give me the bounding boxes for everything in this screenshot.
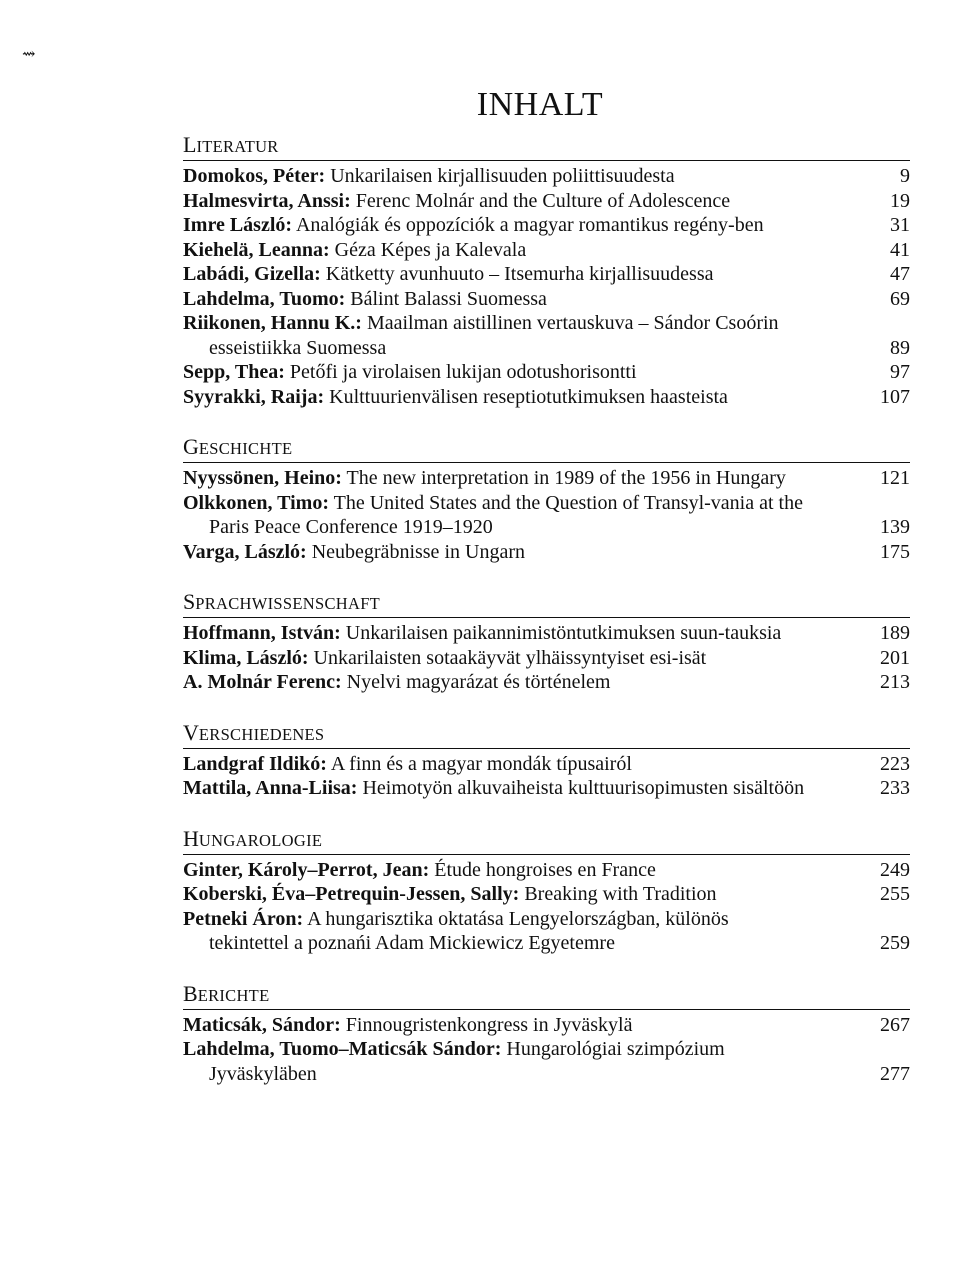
entry-author: Kiehelä, Leanna: bbox=[183, 238, 330, 261]
entry-title: Nyelvi magyarázat és történelem bbox=[341, 671, 611, 693]
entry-text bbox=[183, 646, 838, 671]
entry-page-number: 255 bbox=[880, 883, 910, 905]
entry-text bbox=[183, 858, 838, 883]
toc-entry[interactable] bbox=[183, 360, 910, 385]
entry-author: Landgraf Ildikó: bbox=[183, 752, 327, 775]
entry-title: Analógiák és oppozíciók a magyar romantikus regény-ben bbox=[292, 214, 764, 236]
entry-text bbox=[183, 752, 838, 777]
section-heading: BERICHTE bbox=[183, 982, 910, 1010]
entry-title: Unkarilaisen kirjallisuuden poliittisuudesta bbox=[325, 165, 675, 187]
toc-entry[interactable] bbox=[183, 621, 910, 646]
entry-page-number: 121 bbox=[880, 467, 910, 489]
entry-author: Lahdelma, Tuomo–Maticsák Sándor: bbox=[183, 1038, 502, 1060]
entry-page-number: 259 bbox=[880, 932, 910, 954]
entry-text bbox=[183, 540, 838, 565]
entry-page-number: 9 bbox=[900, 165, 910, 187]
toc-entry[interactable] bbox=[183, 164, 910, 189]
entry-page-number: 277 bbox=[880, 1062, 910, 1085]
toc-entry[interactable] bbox=[183, 776, 910, 801]
section-heading: VERSCHIEDENES bbox=[183, 721, 910, 749]
toc-entry[interactable] bbox=[183, 466, 910, 491]
toc-section bbox=[183, 435, 910, 564]
entry-page-number: 233 bbox=[880, 777, 910, 799]
toc-entry[interactable] bbox=[183, 311, 910, 360]
entry-author: Riikonen, Hannu K.: bbox=[183, 312, 362, 334]
entry-page-number: 97 bbox=[890, 361, 910, 383]
table-of-contents bbox=[183, 133, 910, 1112]
entry-text bbox=[183, 164, 838, 189]
entry-page-number: 213 bbox=[880, 671, 910, 693]
entry-title: Breaking with Tradition bbox=[519, 883, 717, 905]
toc-section bbox=[183, 721, 910, 801]
entry-author: A. Molnár Ferenc: bbox=[183, 671, 342, 693]
entry-author: Maticsák, Sándor: bbox=[183, 1013, 341, 1036]
entry-author: Halmesvirta, Anssi: bbox=[183, 189, 351, 212]
entry-text bbox=[183, 287, 838, 312]
entry-author: Klima, László: bbox=[183, 646, 309, 669]
entry-title: A finn és a magyar mondák típusairól bbox=[326, 752, 632, 775]
entry-page-number: 107 bbox=[880, 385, 910, 408]
entry-author: Labádi, Gizella: bbox=[183, 263, 321, 285]
toc-entry[interactable] bbox=[183, 1037, 910, 1086]
entry-author: Petneki Áron: bbox=[183, 907, 304, 930]
entry-author: Lahdelma, Tuomo: bbox=[183, 287, 346, 310]
entry-text bbox=[183, 621, 838, 646]
entry-author: Ginter, Károly–Perrot, Jean: bbox=[183, 858, 430, 881]
toc-entry[interactable] bbox=[183, 238, 910, 263]
toc-entry[interactable] bbox=[183, 646, 910, 671]
entry-author: Syyrakki, Raija: bbox=[183, 385, 325, 408]
entry-page-number: 267 bbox=[880, 1013, 910, 1036]
entry-author: Hoffmann, István: bbox=[183, 622, 341, 644]
entry-title: Kätketty avunhuuto – Itsemurha kirjallisuudessa bbox=[320, 263, 714, 285]
entry-author: Nyyssönen, Heino: bbox=[183, 467, 342, 489]
section-heading: LITERATUR bbox=[183, 133, 910, 161]
entry-title: Unkarilaisen paikannimistöntutkimuksen suun-tauksia bbox=[340, 622, 782, 644]
toc-section bbox=[183, 827, 910, 956]
entry-page-number: 31 bbox=[890, 214, 910, 236]
toc-entry[interactable] bbox=[183, 213, 910, 238]
entry-page-number: 41 bbox=[890, 238, 910, 261]
entry-author: Koberski, Éva–Petrequin-Jessen, Sally: bbox=[183, 883, 520, 905]
entry-title: Maailman aistillinen vertauskuva – Sándor Csoórin esseistiikka Suomessa bbox=[209, 312, 779, 359]
entry-title: Bálint Balassi Suomessa bbox=[345, 287, 547, 310]
entry-text bbox=[183, 1013, 838, 1038]
entry-title: Hungarológiai szimpózium Jyväskyläben bbox=[209, 1038, 725, 1085]
toc-entry[interactable] bbox=[183, 670, 910, 695]
toc-entry[interactable] bbox=[183, 385, 910, 410]
toc-entry[interactable] bbox=[183, 1013, 910, 1038]
entry-text bbox=[183, 1037, 838, 1086]
entry-text bbox=[183, 189, 838, 214]
entry-text bbox=[183, 776, 838, 801]
entry-text bbox=[183, 360, 838, 385]
entry-author: Domokos, Péter: bbox=[183, 165, 326, 187]
entry-title: Neubegräbnisse in Ungarn bbox=[306, 540, 525, 563]
entry-page-number: 249 bbox=[880, 858, 910, 881]
entry-page-number: 69 bbox=[890, 287, 910, 310]
entry-page-number: 223 bbox=[880, 752, 910, 775]
entry-page-number: 89 bbox=[890, 336, 910, 359]
page-title: INHALT bbox=[476, 86, 604, 123]
toc-entry[interactable] bbox=[183, 752, 910, 777]
toc-section bbox=[183, 590, 910, 695]
entry-page-number: 189 bbox=[880, 622, 910, 644]
entry-title: Petőfi ja virolaisen lukijan odotushorisontti bbox=[284, 361, 637, 383]
entry-title: The United States and the Question of Transyl-vania at the Paris Peace Conference 1919–1920 bbox=[209, 491, 803, 538]
entry-page-number: 19 bbox=[890, 189, 910, 212]
entry-text bbox=[183, 311, 838, 360]
toc-section bbox=[183, 982, 910, 1087]
toc-entry[interactable] bbox=[183, 882, 910, 907]
entry-author: Mattila, Anna-Liisa: bbox=[183, 777, 358, 799]
entry-text bbox=[183, 262, 838, 287]
entry-title: Étude hongroises en France bbox=[429, 858, 656, 881]
entry-page-number: 201 bbox=[880, 646, 910, 669]
entry-author: Sepp, Thea: bbox=[183, 361, 285, 383]
entry-text bbox=[183, 213, 838, 238]
toc-entry[interactable] bbox=[183, 189, 910, 214]
toc-entry[interactable] bbox=[183, 540, 910, 565]
entry-author: Varga, László: bbox=[183, 540, 307, 563]
section-heading: HUNGAROLOGIE bbox=[183, 827, 910, 855]
toc-entry[interactable] bbox=[183, 287, 910, 312]
entry-title: A hungarisztika oktatása Lengyelországban, különös tekintettel a poznańi Adam Mickiewicz Egyetemre bbox=[209, 907, 729, 954]
entry-title: Heimotyön alkuvaiheista kulttuurisopimusten sisältöön bbox=[357, 777, 805, 799]
toc-entry[interactable] bbox=[183, 262, 910, 287]
toc-entry[interactable] bbox=[183, 491, 910, 540]
entry-page-number: 175 bbox=[880, 540, 910, 563]
entry-page-number: 47 bbox=[890, 263, 910, 285]
entry-text bbox=[183, 882, 838, 907]
entry-title: Géza Képes ja Kalevala bbox=[329, 238, 527, 261]
toc-section bbox=[183, 133, 910, 409]
entry-text bbox=[183, 907, 838, 956]
entry-text bbox=[183, 385, 838, 410]
section-heading: GESCHICHTE bbox=[183, 435, 910, 463]
section-heading: SPRACHWISSENSCHAFT bbox=[183, 590, 910, 618]
entry-text bbox=[183, 466, 838, 491]
entry-page-number: 139 bbox=[880, 516, 910, 538]
entry-title: Finnougristenkongress in Jyväskylä bbox=[340, 1013, 633, 1036]
entry-title: Unkarilaisten sotaakäyvät ylhäissyntyiset esi-isät bbox=[308, 646, 707, 669]
toc-entry[interactable] bbox=[183, 858, 910, 883]
entry-title: Kulttuurienvälisen reseptiotutkimuksen haasteista bbox=[324, 385, 728, 408]
entry-author: Olkkonen, Timo: bbox=[183, 491, 329, 514]
entry-title: The new interpretation in 1989 of the 1956 in Hungary bbox=[341, 467, 786, 489]
entry-text bbox=[183, 670, 838, 695]
toc-entry[interactable] bbox=[183, 907, 910, 956]
entry-text bbox=[183, 491, 838, 540]
corner-mark: ⇝ bbox=[22, 46, 36, 63]
entry-text bbox=[183, 238, 838, 263]
entry-author: Imre László: bbox=[183, 214, 293, 236]
entry-title: Ferenc Molnár and the Culture of Adolescence bbox=[350, 189, 731, 212]
